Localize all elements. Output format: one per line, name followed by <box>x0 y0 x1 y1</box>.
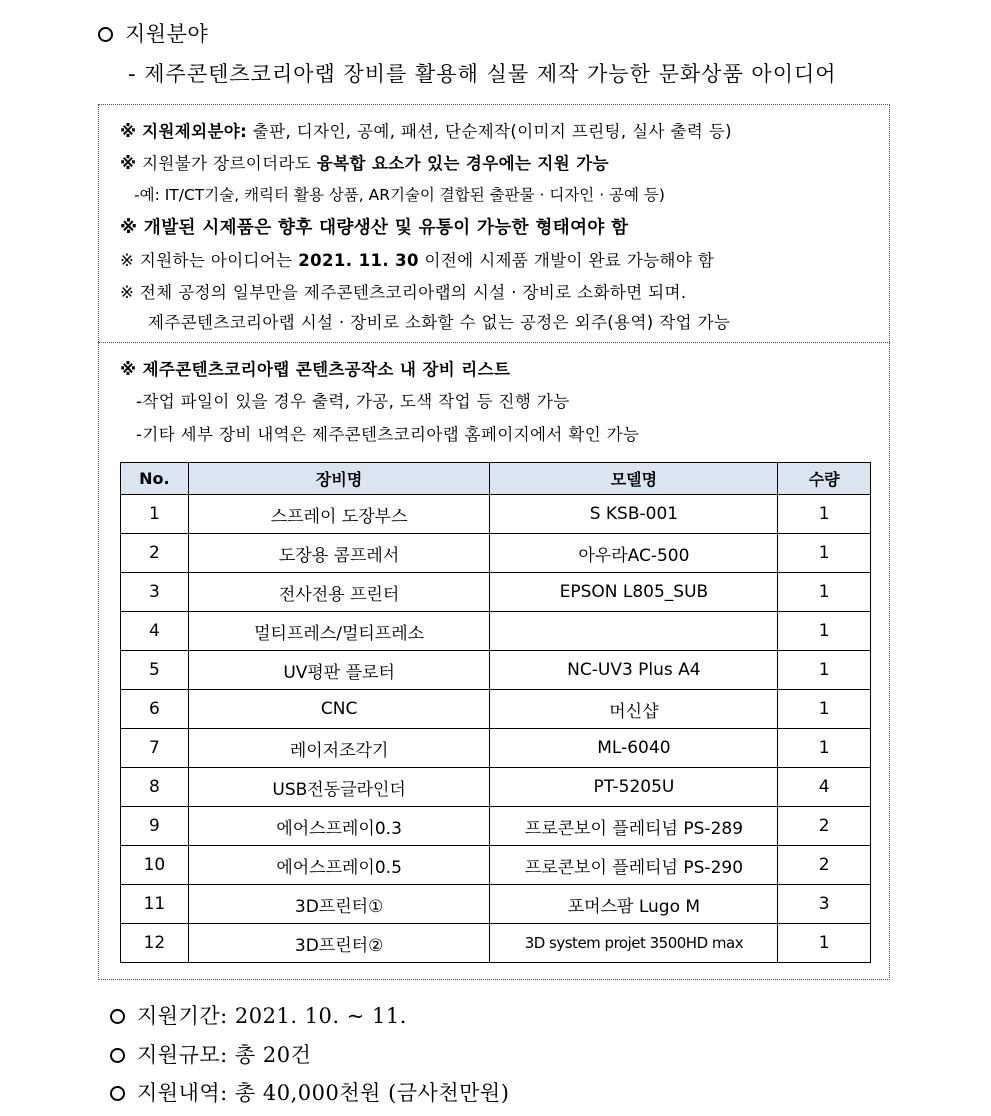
cell-model: 포머스팜 Lugo M <box>490 885 778 924</box>
support-details: 지원내역: 총 40,000천원 (금사천만원) <box>110 1077 509 1107</box>
cell-name: UV평판 플로터 <box>188 651 490 690</box>
note-partial-process: ※ 전체 공정의 일부만을 제주콘텐츠코리아랩의 시설 · 장비로 소화하면 되며. <box>120 283 687 302</box>
cell-qty: 1 <box>778 924 871 963</box>
circle-bullet-icon <box>110 1048 125 1063</box>
note-excluded: ※ 지원제외분야: 출판, 디자인, 공예, 패션, 단순제작(이미지 프린팅, 실사 출력 등) <box>120 122 732 141</box>
cell-qty: 1 <box>778 495 871 534</box>
cell-no: 5 <box>121 651 189 690</box>
header-no: No. <box>121 463 189 495</box>
sub-item: - 제주콘텐츠코리아랩 장비를 활용해 실물 제작 가능한 문화상품 아이디어 <box>128 62 837 86</box>
cell-model <box>490 612 778 651</box>
cell-name: 멀티프레스/멀티프레소 <box>188 612 490 651</box>
cell-model: ML-6040 <box>490 729 778 768</box>
section-title: 지원분야 <box>98 18 208 48</box>
cell-no: 4 <box>121 612 189 651</box>
cell-name: CNC <box>188 690 490 729</box>
support-period: 지원기간: 2021. 10. ~ 11. <box>110 1000 407 1030</box>
header-model: 모델명 <box>490 463 778 495</box>
note-convergence: ※ 지원불가 장르이더라도 융복합 요소가 있는 경우에는 지원 가능 <box>120 154 609 173</box>
cell-qty: 2 <box>778 846 871 885</box>
cell-no: 12 <box>121 924 189 963</box>
cell-no: 9 <box>121 807 189 846</box>
cell-model: 프로콘보이 플레티넘 PS-289 <box>490 807 778 846</box>
cell-no: 11 <box>121 885 189 924</box>
cell-model: 아우라AC-500 <box>490 534 778 573</box>
cell-name: 전사전용 프린터 <box>188 573 490 612</box>
equipment-sub1: -작업 파일이 있을 경우 출력, 가공, 도색 작업 등 진행 가능 <box>136 392 570 411</box>
cell-qty: 1 <box>778 612 871 651</box>
cell-name: 3D프린터② <box>188 924 490 963</box>
note-example: -예: IT/CT기술, 캐릭터 활용 상품, AR기술이 결합된 출판물 · 디자인 · 공예 등) <box>134 186 665 204</box>
table-row <box>121 885 871 924</box>
cell-model: 프로콘보이 플레티넘 PS-290 <box>490 846 778 885</box>
cell-name: 도장용 콤프레서 <box>188 534 490 573</box>
table-row <box>121 651 871 690</box>
header-name: 장비명 <box>188 463 490 495</box>
cell-no: 6 <box>121 690 189 729</box>
cell-qty: 1 <box>778 573 871 612</box>
cell-name: USB전동글라인더 <box>188 768 490 807</box>
table-row <box>121 534 871 573</box>
cell-qty: 4 <box>778 768 871 807</box>
note-mass-production: ※ 개발된 시제품은 향후 대량생산 및 유통이 가능한 형태여야 함 <box>120 218 629 238</box>
cell-model: EPSON L805_SUB <box>490 573 778 612</box>
cell-qty: 1 <box>778 729 871 768</box>
circle-bullet-icon <box>98 27 113 42</box>
cell-qty: 3 <box>778 885 871 924</box>
circle-bullet-icon <box>110 1009 125 1024</box>
cell-no: 3 <box>121 573 189 612</box>
cell-model: PT-5205U <box>490 768 778 807</box>
table-row <box>121 768 871 807</box>
table-row <box>121 807 871 846</box>
table-row <box>121 495 871 534</box>
cell-qty: 1 <box>778 534 871 573</box>
table-row <box>121 924 871 963</box>
circle-bullet-icon <box>110 1086 125 1101</box>
cell-qty: 1 <box>778 651 871 690</box>
cell-no: 2 <box>121 534 189 573</box>
note-deadline: ※ 지원하는 아이디어는 2021. 11. 30 이전에 시제품 개발이 완료 가능해야 함 <box>120 251 715 270</box>
cell-no: 8 <box>121 768 189 807</box>
cell-no: 1 <box>121 495 189 534</box>
table-row <box>121 573 871 612</box>
cell-qty: 1 <box>778 690 871 729</box>
cell-name: 레이저조각기 <box>188 729 490 768</box>
cell-name: 3D프린터① <box>188 885 490 924</box>
cell-no: 10 <box>121 846 189 885</box>
cell-no: 7 <box>121 729 189 768</box>
support-scale: 지원규모: 총 20건 <box>110 1039 311 1069</box>
table-row <box>121 729 871 768</box>
cell-name: 에어스프레이0.3 <box>188 807 490 846</box>
cell-model: 3D system projet 3500HD max <box>490 924 778 963</box>
box-divider <box>98 342 890 343</box>
equipment-table <box>120 462 871 963</box>
header-qty: 수량 <box>778 463 871 495</box>
cell-model: NC-UV3 Plus A4 <box>490 651 778 690</box>
cell-name: 에어스프레이0.5 <box>188 846 490 885</box>
cell-model: S KSB-001 <box>490 495 778 534</box>
table-row <box>121 690 871 729</box>
equipment-sub2: -기타 세부 장비 내역은 제주콘텐츠코리아랩 홈페이지에서 확인 가능 <box>136 425 640 444</box>
table-header-row <box>121 463 871 495</box>
note-outsourcing: 제주콘텐츠코리아랩 시설 · 장비로 소화할 수 없는 공정은 외주(용역) 작업 가능 <box>148 313 731 332</box>
table-row <box>121 846 871 885</box>
cell-name: 스프레이 도장부스 <box>188 495 490 534</box>
table-row <box>121 612 871 651</box>
equipment-title: ※ 제주콘텐츠코리아랩 콘텐츠공작소 내 장비 리스트 <box>120 360 511 379</box>
cell-qty: 2 <box>778 807 871 846</box>
cell-model: 머신샵 <box>490 690 778 729</box>
